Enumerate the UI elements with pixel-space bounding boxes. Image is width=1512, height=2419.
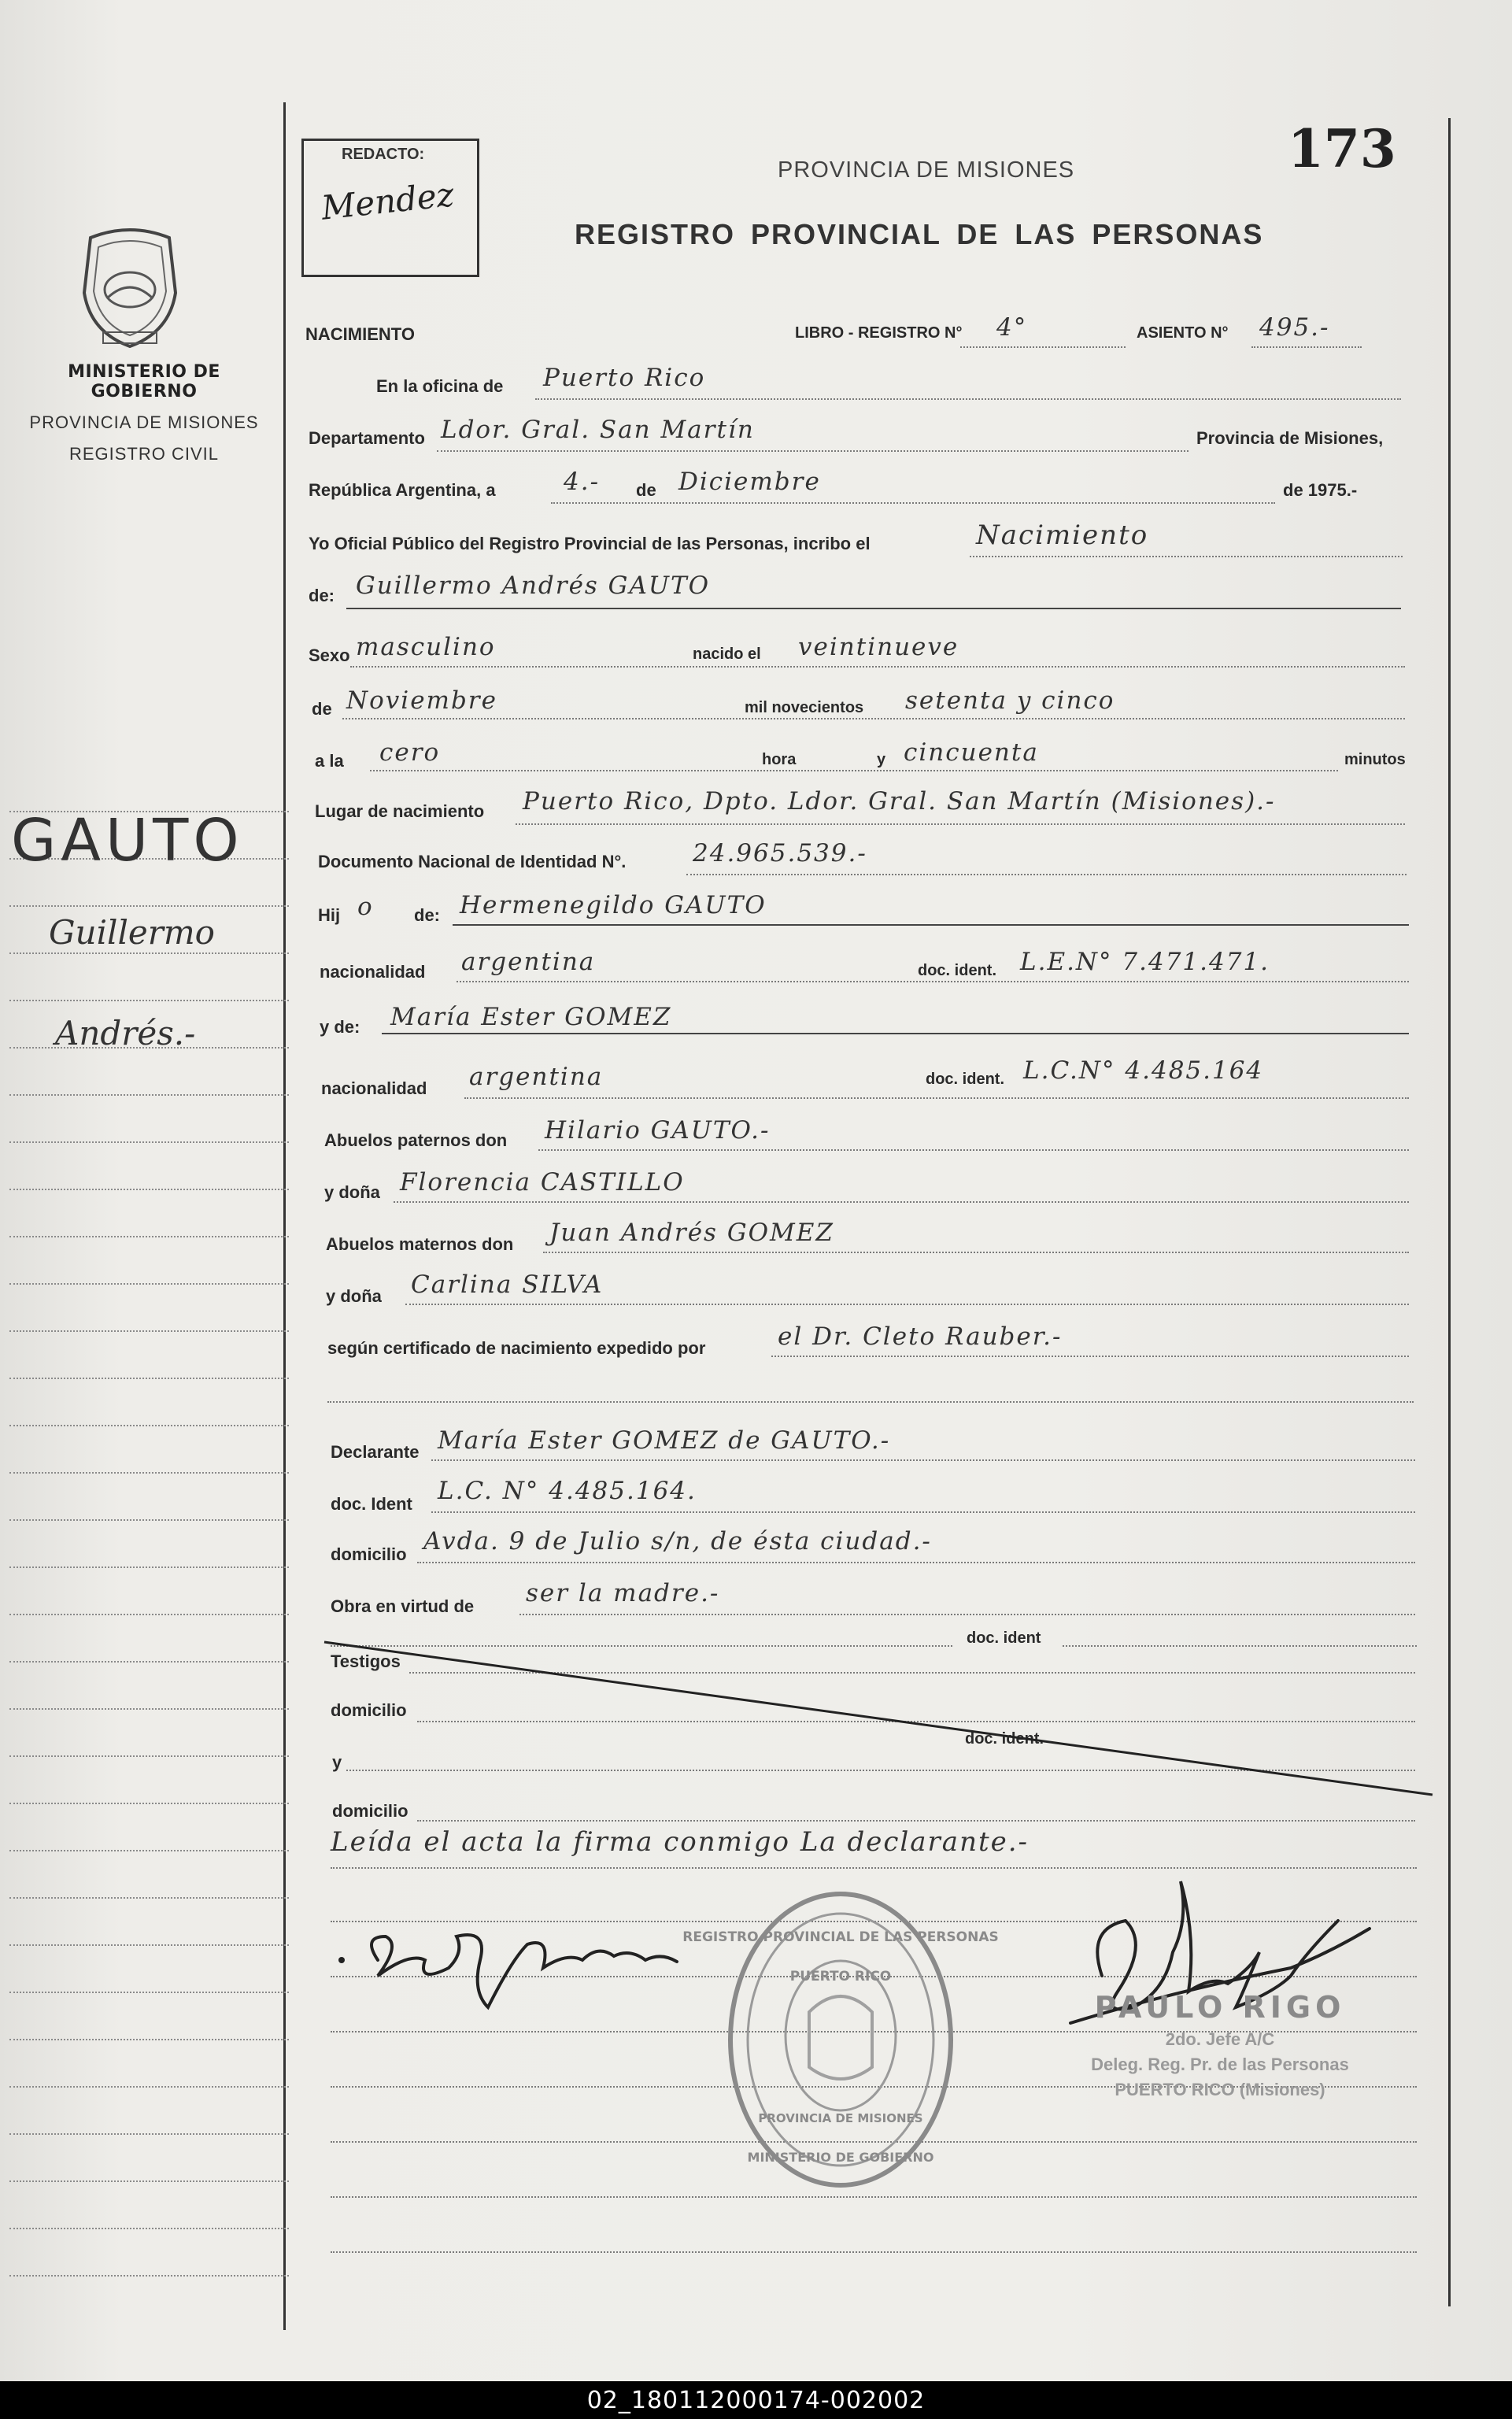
mil-label: mil novecientos <box>745 699 864 716</box>
official-name: PAULO RIGO <box>1094 1990 1346 2025</box>
right-rule <box>1448 118 1451 2306</box>
oficina-value: Puerto Rico <box>543 364 706 392</box>
mes-nac-value: Noviembre <box>346 686 497 715</box>
footer-id: 02_180112000174-002002 <box>586 2386 926 2414</box>
republica-label: República Argentina, a <box>309 480 496 500</box>
obra-value: ser la madre.- <box>526 1579 720 1607</box>
hora-value: cero <box>379 738 441 767</box>
padre-doc-label: doc. ident. <box>918 962 996 979</box>
hijo-suffix: o <box>357 893 374 921</box>
asiento-label: ASIENTO N° <box>1137 324 1229 342</box>
folio-number: 173 <box>1288 118 1396 179</box>
departamento-value: Ldor. Gral. San Martín <box>441 416 755 444</box>
footer-bar <box>0 2381 1512 2419</box>
asiento-value: 495.- <box>1259 313 1330 342</box>
obra-label: Obra en virtud de <box>331 1596 475 1616</box>
official-office: Deleg. Reg. Pr. de las Personas <box>1091 2055 1349 2074</box>
ala-label: a la <box>315 751 344 771</box>
de-padre-label: de: <box>414 905 440 925</box>
nacido-label: nacido el <box>693 645 761 663</box>
abuela-mat-value: Carlina SILVA <box>411 1271 604 1299</box>
de-label: de <box>636 480 656 500</box>
minutos-label: minutos <box>1344 751 1406 768</box>
minutos-value: cincuenta <box>904 738 1039 767</box>
padre-value: Hermenegildo GAUTO <box>460 891 767 919</box>
cierre-text: Leída el acta la firma conmigo La declarante.- <box>331 1826 1030 1858</box>
margin-rule <box>283 102 286 2330</box>
domicilio-testigo-label: domicilio <box>331 1700 407 1720</box>
acto-value: Nacimiento <box>976 520 1149 551</box>
doc-ident-label-4: doc. ident. <box>965 1730 1044 1748</box>
madre-nac-value: argentina <box>469 1063 604 1091</box>
official-stamp <box>1070 1990 1370 2100</box>
madre-value: María Ester GOMEZ <box>390 1003 672 1031</box>
declarante-doc-label: doc. Ident <box>331 1494 412 1514</box>
domicilio-testigo-label-2: domicilio <box>332 1801 408 1821</box>
ministerio-title: MINISTERIO DE GOBIERNO <box>68 362 220 401</box>
dni-label: Documento Nacional de Identidad N°. <box>318 852 627 871</box>
redacto-box <box>301 139 479 277</box>
certificado-label: según certificado de nacimiento expedido por <box>327 1338 706 1358</box>
seal-inner-top: PUERTO RICO <box>789 1969 892 1984</box>
declarante-doc-value: L.C. N° 4.485.164. <box>438 1477 697 1505</box>
dni-value: 24.965.539.- <box>693 839 867 867</box>
abuelo-pat-value: Hilario GAUTO.- <box>545 1116 771 1145</box>
ministerio-registro: REGISTRO CIVIL <box>68 444 220 464</box>
testigos-label: Testigos <box>331 1652 401 1671</box>
margin-middle-name: Andrés.- <box>55 1014 196 1052</box>
header-registro: REGISTRO PROVINCIAL DE LAS PERSONAS <box>575 218 1264 250</box>
ministerio-provincia: PROVINCIA DE MISIONES <box>29 412 259 432</box>
y-dona-mat-label: y doña <box>326 1286 382 1306</box>
certificado-value: el Dr. Cleto Rauber.- <box>778 1322 1063 1351</box>
ministerio-block <box>14 362 274 464</box>
official-place: PUERTO RICO (Misiones) <box>1115 2080 1325 2099</box>
declarante-signature <box>331 1913 740 2023</box>
mes-value: Diciembre <box>678 468 821 496</box>
dia-nac-value: veintinueve <box>798 633 959 661</box>
declarante-label: Declarante <box>331 1442 420 1462</box>
domicilio-label: domicilio <box>331 1544 407 1564</box>
margin-first-name: Guillermo <box>49 913 215 952</box>
padre-nac-value: argentina <box>461 948 596 976</box>
hora-label: hora <box>762 751 797 768</box>
abuelo-mat-value: Juan Andrés GOMEZ <box>549 1219 834 1247</box>
y-testigo-label: y <box>332 1752 342 1772</box>
redacto-signature: Mendez <box>319 175 456 227</box>
madre-doc-label: doc. ident. <box>926 1071 1004 1088</box>
anio-nac-value: setenta y cinco <box>905 686 1115 715</box>
official-role: 2do. Jefe A/C <box>1165 2029 1275 2049</box>
nombre-value: Guillermo Andrés GAUTO <box>356 571 711 600</box>
y-dona-pat-label: y doña <box>324 1182 380 1202</box>
hijo-label: Hij <box>318 905 341 925</box>
provincial-coat-of-arms <box>75 222 185 348</box>
libro-value: 4° <box>996 313 1028 342</box>
seal-outer-text: REGISTRO PROVINCIAL DE LAS PERSONAS <box>682 1929 999 1945</box>
de-nombre-label: de: <box>309 586 335 605</box>
departamento-label: Departamento <box>309 428 425 448</box>
dia-value: 4.- <box>564 468 601 496</box>
abuelos-mat-label: Abuelos maternos don <box>326 1234 514 1254</box>
seal-inner-bottom: PROVINCIA DE MISIONES <box>758 2111 923 2125</box>
oficina-label: En la oficina de <box>376 376 504 396</box>
doc-ident-label-3: doc. ident <box>967 1629 1041 1647</box>
padre-doc-value: L.E.N° 7.471.471. <box>1020 948 1270 976</box>
declarante-value: María Ester GOMEZ de GAUTO.- <box>438 1426 891 1455</box>
lugar-label: Lugar de nacimiento <box>315 801 485 821</box>
libro-label: LIBRO - REGISTRO N° <box>795 324 963 342</box>
domicilio-value: Avda. 9 de Julio s/n, de ésta ciudad.- <box>423 1527 932 1555</box>
sexo-label: Sexo <box>309 645 350 665</box>
round-registry-seal <box>682 1886 999 2193</box>
madre-doc-value: L.C.N° 4.485.164 <box>1023 1056 1264 1085</box>
testigos-cancel-line <box>323 1637 1440 1811</box>
header-provincia: PROVINCIA DE MISIONES <box>778 157 1075 183</box>
abuela-pat-value: Florencia CASTILLO <box>400 1168 685 1197</box>
sexo-value: masculino <box>356 633 496 661</box>
provincia-label: Provincia de Misiones, <box>1196 428 1384 448</box>
y-de-label: y de: <box>320 1017 360 1037</box>
de-mes-label: de <box>312 699 332 719</box>
anio-label: de 1975.- <box>1283 480 1358 500</box>
oficial-label: Yo Oficial Público del Registro Provincial de las Personas, incribo el <box>309 534 871 553</box>
y-label: y <box>877 751 886 768</box>
padre-nac-label: nacionalidad <box>320 962 426 982</box>
seal-bottom: MINISTERIO DE GOBIERNO <box>747 2150 934 2165</box>
abuelos-pat-label: Abuelos paternos don <box>324 1130 508 1150</box>
act-type: NACIMIENTO <box>305 324 415 344</box>
margin-surname: GAUTO <box>11 807 244 875</box>
madre-nac-label: nacionalidad <box>321 1078 427 1098</box>
redacto-label: REDACTO: <box>342 146 425 163</box>
lugar-value: Puerto Rico, Dpto. Ldor. Gral. San Martín (Misiones).- <box>523 787 1276 816</box>
